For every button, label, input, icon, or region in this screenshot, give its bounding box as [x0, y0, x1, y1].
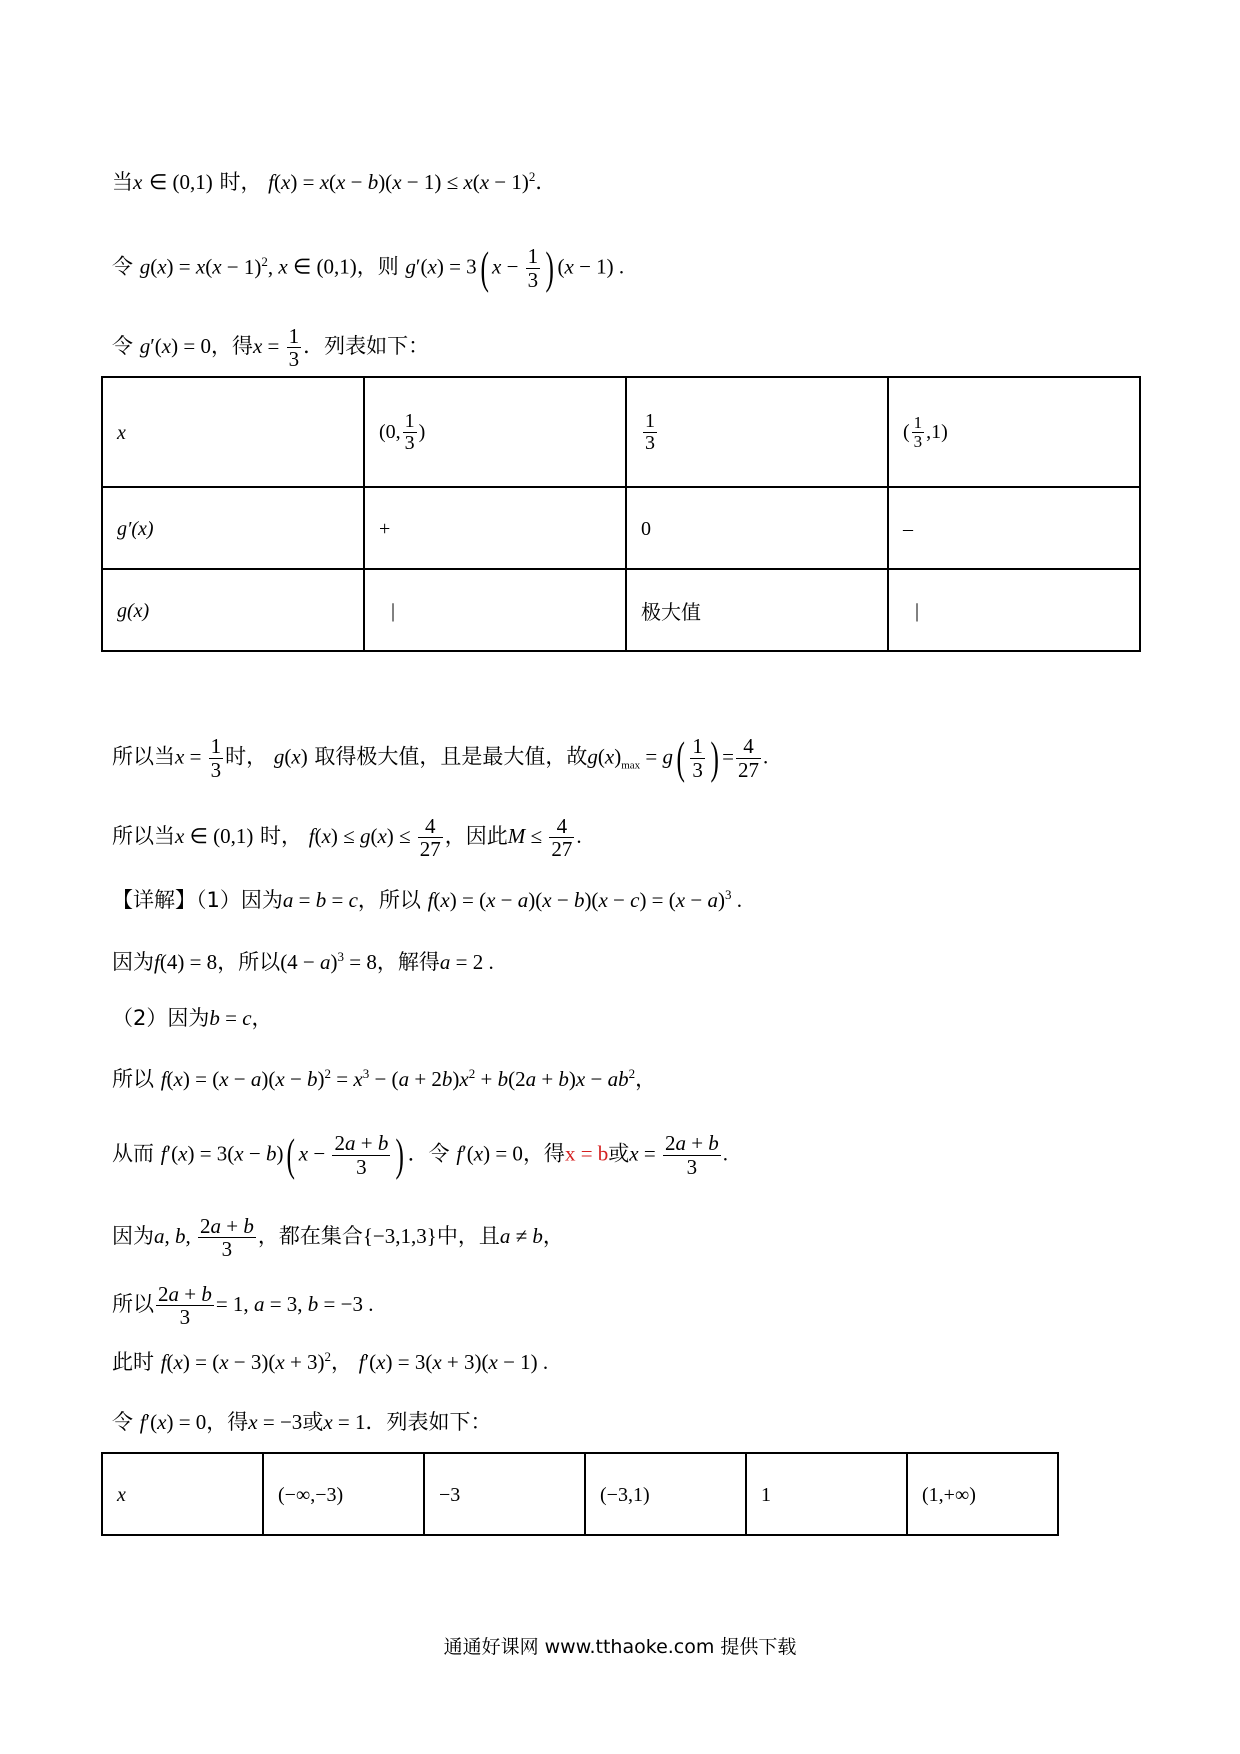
- line4-text-b: 时，: [225, 744, 268, 769]
- line10-text-e: 或: [608, 1141, 630, 1166]
- fraction: $\frac{2a + b}{3}$: [664, 1131, 719, 1179]
- text-line-14: 令 f′(x) = 0，得x = −3或x = 1．列表如下：: [112, 1410, 492, 1434]
- fraction: $\frac{4}{27}$: [551, 814, 573, 862]
- text-line-3: 令 g′(x) = 0，得x = $\frac{1}{3}$ ．列表如下：: [112, 324, 430, 372]
- table1-sign-2: 0: [626, 487, 888, 569]
- text-line-2: 令 $g(x) = x(x - 1)^2$, x ∈ (0,1)，则 g′(x) = 3( x − $\frac{1}{3}$ ) (x − 1) .: [112, 242, 625, 293]
- text-line-7: 因为f(4) = 8，所以$(4 - a)^3 = 8$，解得a = 2 .: [112, 949, 494, 974]
- line3-text-a: 令: [112, 334, 133, 359]
- line10-text-c: ，得: [522, 1141, 565, 1166]
- text-line-4: 所以当x = $\frac{1}{3}$ 时， g(x) 取得极大值，且是最大值，故$g(x)_{max} = g$( $\frac{1}{3}$ ) = $\frac{4}{27}$ .: [112, 732, 769, 783]
- line13-text-b: ，: [331, 1350, 353, 1374]
- fraction: $\frac{4}{27}$: [419, 814, 441, 862]
- fraction: $\frac{1}{3}$: [913, 412, 923, 451]
- fraction: $\frac{2a + b}{3}$: [158, 1282, 212, 1330]
- table2-cell-interval-1: (−∞,−3): [263, 1453, 424, 1535]
- fraction: $\frac{2a + b}{3}$: [200, 1214, 254, 1262]
- sign-table-2: [101, 1452, 1059, 1536]
- line4-text-c: 取得极大值，且是最大值，故: [314, 744, 588, 769]
- line7-text-c: ，解得: [376, 950, 440, 974]
- table1-cell-critical: [626, 377, 888, 487]
- line14-text-a: 令: [112, 1410, 133, 1434]
- fraction: $\frac{1}{3}$: [210, 734, 222, 782]
- text-line-9: 所以 $f(x) = (x - a)(x - b)^2 = x^3 - (a + 2b)x^2 + b(2a + b)x - ab^2$，: [112, 1066, 657, 1091]
- line7-text-b: ，所以: [217, 950, 281, 974]
- line9-text-a: 所以: [112, 1067, 154, 1091]
- fraction: $\frac{1}{3}$: [288, 324, 300, 372]
- line14-text-c: 或: [302, 1410, 324, 1434]
- text-line-12: 所以 $\frac{2a + b}{3}$ = 1, a = 3, b = −3 .: [112, 1282, 374, 1330]
- line1-text-b: 时，: [219, 170, 262, 194]
- line2-text-a: 令: [112, 254, 133, 279]
- table1-trend-2: |: [888, 569, 1140, 651]
- highlighted-root: x = b: [564, 1141, 609, 1166]
- fraction: $\frac{1}{3}$: [404, 409, 415, 454]
- line7-text-a: 因为: [112, 950, 154, 974]
- sign-table-1: [101, 376, 1141, 652]
- line11-text-d: ，: [542, 1224, 564, 1249]
- line13-text-a: 此时: [112, 1350, 154, 1374]
- text-line-10: 从而 f′(x) = 3(x − b)( x − $\frac{2a + b}{3}$ ) ．令 f′(x) = 0，得x = b或x = $\frac{2a + b}{3}$ .: [112, 1129, 729, 1180]
- line14-text-d: ．列表如下：: [365, 1410, 492, 1434]
- line5-text-b: 时，: [260, 824, 303, 849]
- line2-text-b: ，则: [356, 254, 399, 279]
- text-line-8: （2）因为b = c，: [112, 1006, 273, 1030]
- line5-text-a: 所以当: [112, 824, 175, 849]
- line11-text-c: 中，且: [436, 1224, 500, 1249]
- line11-text-a: 因为: [112, 1224, 154, 1249]
- table2-cell-interval-3: (1,+∞): [907, 1453, 1058, 1535]
- text-line-1: 当x ∈ (0,1) 时， $f(x) = x(x - b)(x - 1) \le x(x - 1)^2$．: [112, 169, 557, 194]
- line3-text-c: ．列表如下：: [303, 334, 430, 359]
- table1-cell-interval-1: (0, $\frac{1}{3}$ ): [364, 377, 626, 487]
- table1-label-function: g(x): [102, 569, 364, 651]
- text-line-11: 因为a, b, $\frac{2a + b}{3}$ ，都在集合{−3,1,3}中，且a ≠ b，: [112, 1214, 564, 1262]
- text-line-13: 此时 $f(x) = (x - 3)(x + 3)^2$， f′(x) = 3(x + 3)(x − 1) .: [112, 1349, 549, 1374]
- line6-text-a: 【详解】（1）因为: [112, 888, 283, 912]
- table2-cell-critical-2: 1: [746, 1453, 907, 1535]
- table1-cell-x: x: [102, 377, 364, 487]
- line12-text-a: 所以: [112, 1292, 154, 1317]
- line6-text-b: ，所以: [357, 888, 421, 912]
- table1-extremum: 极大值: [626, 569, 888, 651]
- line11-text-b: ，都在集合: [257, 1224, 363, 1249]
- line14-text-b: ，得: [206, 1410, 249, 1434]
- fraction: $\frac{2a + b}{3}$: [334, 1131, 389, 1179]
- page-footer: 通通好课网 www.tthaoke.com 提供下载: [443, 1636, 797, 1658]
- line1-text-c: ．: [535, 170, 557, 194]
- table1-cell-interval-2: ( $\frac{1}{3}$ ,1): [888, 377, 1140, 487]
- line5-text-c: ，因此: [444, 824, 508, 849]
- table2-cell-critical-1: −3: [424, 1453, 585, 1535]
- table1-sign-3: –: [888, 487, 1140, 569]
- text-line-5: 所以当x ∈ (0,1) 时， f(x) ≤ g(x) ≤ $\frac{4}{27}$ ，因此M ≤ $\frac{4}{27}$ .: [112, 814, 582, 862]
- table1-trend-1: |: [364, 569, 626, 651]
- line8-text-b: ，: [251, 1006, 273, 1030]
- line1-text-a: 当: [112, 170, 133, 194]
- line8-text-a: （2）因为: [112, 1006, 210, 1030]
- table1-label-derivative: g′(x): [102, 487, 364, 569]
- table2-cell-x: x: [102, 1453, 263, 1535]
- fraction: $\frac{1}{3}$: [692, 734, 703, 782]
- table2-cell-interval-2: (−3,1): [585, 1453, 746, 1535]
- line3-text-b: ，得: [210, 334, 253, 359]
- line10-text-a: 从而: [112, 1141, 154, 1166]
- fraction: $\frac{1}{3}$: [527, 244, 539, 292]
- line4-text-a: 所以当: [112, 744, 175, 769]
- line10-text-b: ．令: [407, 1141, 450, 1166]
- table1-sign-1: +: [364, 487, 626, 569]
- text-line-6: 【详解】（1）因为a = b = c，所以 $f(x) = (x - a)(x - b)(x - c) = (x - a)^3$ .: [112, 887, 742, 912]
- fraction: $\frac{1}{3}$: [645, 409, 655, 454]
- fraction: $\frac{4}{27}$: [738, 734, 759, 782]
